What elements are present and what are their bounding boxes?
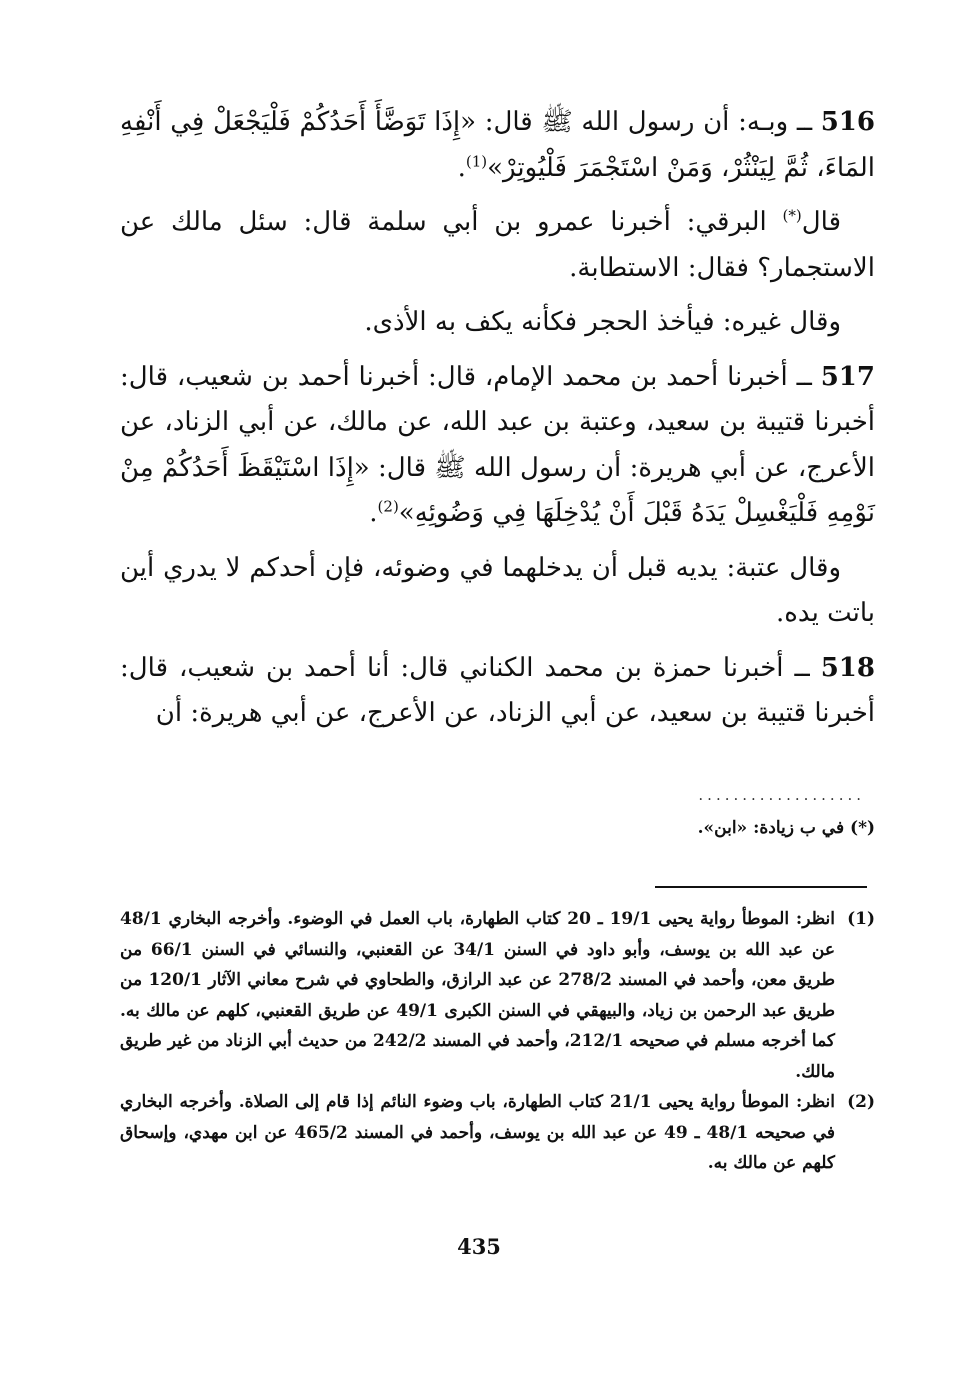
paragraph-text: ــ أخبرنا حمزة بن محمد الكناني قال: أنا أحمد بن شعيب، قال: أخبرنا قتيبة بن سعيد، عن أبي الزناد، عن الأعرج، عن أبي هريرة: أن <box>120 652 875 728</box>
footnote-reference: (*) <box>782 206 802 225</box>
footnote-reference: (1) <box>465 151 488 170</box>
main-text <box>120 100 875 746</box>
variant-note: (*) في ب زيادة: «ابن». <box>697 818 875 838</box>
punctuation: . <box>369 498 378 528</box>
footnote-reference: (2) <box>377 497 399 516</box>
paragraph-text: ــ أخبرنا أحمد بن محمد الإمام، قال: أخبرنا أحمد بن شعيب، قال: أخبرنا قتيبة بن سعيد، وعتبة بن عبد الله، عن مالك، عن أبي الزناد، عن الأعرج، عن أبي هريرة: أن رسول الله ﷺ قال: «إِذَا اسْتَيْقَظَ أَحَدُكُمْ مِنْ نَوْمِهِ فَلْيَغْسِلْ يَدَهُ قَبْلَ أَنْ يُدْخِلَهَا فِي وَضُوئِهِ» <box>120 361 875 528</box>
paragraph-barqi <box>120 200 875 291</box>
hadith-number: 518 <box>820 652 875 683</box>
paragraph-517 <box>120 355 875 537</box>
dotted-separator: ................... <box>698 786 865 804</box>
footnotes <box>120 904 875 1179</box>
punctuation: . <box>457 152 466 183</box>
footnote-mark: (2) <box>847 1092 875 1112</box>
paragraph-516 <box>120 100 875 191</box>
paragraph-text: قال <box>801 207 841 237</box>
footnote-item <box>120 1087 875 1179</box>
footnote-mark: (1) <box>847 909 875 929</box>
paragraph-utba: وقال عتبة: يديه قبل أن يدخلهما في وضوئه، فإن أحدكم لا يدري أين باتت يده. <box>120 552 875 628</box>
footnote-text: انظر: الموطأ رواية يحيى 19/1 ـ 20 كتاب الطهارة، باب العمل في الوضوء. وأخرجه البخاري 48/1 عن عبد الله بن يوسف، وأبو داود في السنن 34/1 عن القعنبي، والنسائي في السنن 66/1 من طريق معن، وأحمد في المسند 278/2 عن عبد الرازق، والطحاوي في شرح معاني الآثار 120/1 من طريق عبد الرحمن بن زياد، والبيهقي في السنن الكبرى 49/1 عن طريق القعنبي، كلهم عن مالك به. كما أخرجه مسلم في صحيحه 212/1، وأحمد في المسند 242/2 من حديث أبي الزناد من غير طريق مالك. <box>120 909 836 1082</box>
hadith-number: 517 <box>820 361 875 392</box>
footnote-text: انظر: الموطأ رواية يحيى 21/1 كتاب الطهارة، باب وضوء النائم إذا قام إلى الصلاة. وأخرجه البخاري في صحيحه 48/1 ـ 49 عن عبد الله بن يوسف، وأحمد في المسند 465/2 عن ابن مهدي، وإسحاق كلهم عن مالك به. <box>120 1092 835 1173</box>
hadith-number: 516 <box>820 107 875 137</box>
paragraph-518 <box>120 646 875 737</box>
paragraph-other: وقال غيره: فيأخذ الحجر فكأنه يكف به الأذى. <box>364 307 841 337</box>
paragraph-text: ــ وبـه: أن رسول الله ﷺ قال: «إِذَا تَوَضَّأَ أَحَدُكُمْ فَلْيَجْعَلْ فِي أَنْفِهِ المَاءَ، ثُمَّ لِيَنْثُرْ، وَمَنْ اسْتَجْمَرَ فَلْيُوتِرْ» <box>120 107 875 183</box>
paragraph-text: البرقي: أخبرنا عمرو بن أبي سلمة قال: سئل مالك عن الاستجمار؟ فقال: الاستطابة. <box>120 207 875 283</box>
footnote-divider <box>655 886 867 888</box>
footnote-item <box>120 904 875 1087</box>
page-number: 435 <box>457 1234 501 1259</box>
